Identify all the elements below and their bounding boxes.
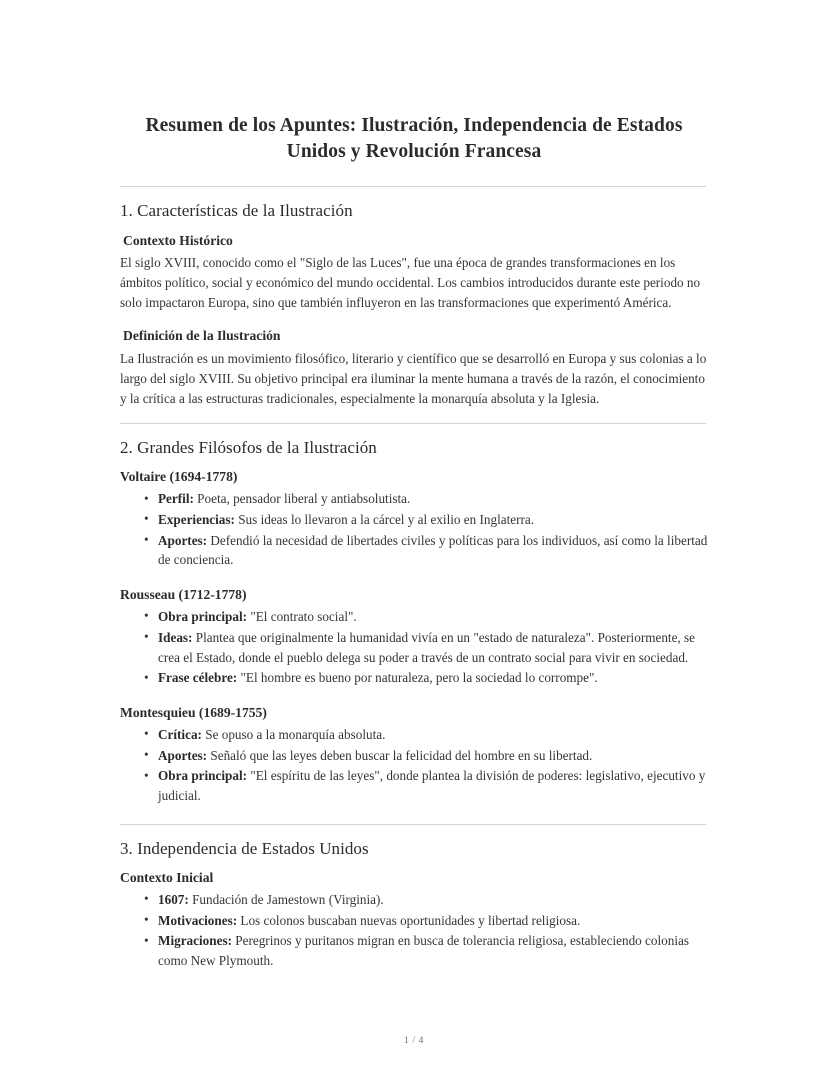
list-montesquieu [120,722,708,806]
page-footer: 1 / 4 [404,1036,424,1046]
list-item [158,489,708,509]
list-item-text: Plantea que originalmente la humanidad vivía en un "estado de naturaleza". Posteriormente, se crea el Estado, donde el pueblo delega su poder a través de un contrato social para vivir en sociedad. [158,629,696,665]
paragraph-definicion-ilustracion: La Ilustración es un movimiento filosófico, literario y científico que se desarrolló en Europa y sus colonias a lo largo del siglo XVIII. Su objetivo principal era iluminar la mente humana a través de la razón, el conocimiento y la crítica a las estructuras tradicionales, especialmente la monarquía absoluta y la Iglesia. [120,351,707,407]
list-item-text: Poeta, pensador liberal y antiabsolutista. [193,491,411,507]
list-item-label: Aportes: [158,532,208,548]
list-item-text: "El contrato social". [247,608,357,624]
list-item-text: Señaló que las leyes deben buscar la felicidad del hombre en su libertad. [207,747,593,763]
list-item-label: Aportes: [158,747,208,763]
list-voltaire [120,486,708,570]
list-item [158,890,708,910]
subheading-montesquieu: Montesquieu (1689-1755) [120,705,267,721]
list-item [158,628,708,668]
list-item-text: "El hombre es bueno por naturaleza, pero la sociedad lo corrompe". [237,670,598,686]
subheading-voltaire: Voltaire (1694-1778) [120,469,238,485]
paragraph-contexto-historico: El siglo XVIII, conocido como el "Siglo de las Luces", fue una época de grandes transformaciones en los ámbitos político, social y económico del mundo occidental. Los cambios introducidos durante este periodo no solo impactaron Europa, sino que también influyeron en las transformaciones que experimentó América. [120,255,701,311]
list-item [158,510,708,530]
list-item [158,746,708,766]
section-heading-3: 3. Independencia de Estados Unidos [120,838,369,858]
subheading-contexto-historico: Contexto Histórico [123,232,233,248]
list-item-text: Se opuso a la monarquía absoluta. [201,726,386,742]
list-item-label: Migraciones: [158,933,232,949]
list-item [158,766,708,806]
list-item-text: Defendió la necesidad de libertades civiles y políticas para los individuos, así como la libertad de conciencia. [158,532,708,568]
list-item-text: Los colonos buscaban nuevas oportunidades y libertad religiosa. [237,912,581,928]
subheading-rousseau: Rousseau (1712-1778) [120,587,247,603]
list-item-label: Perfil: [158,491,194,507]
list-item [158,531,708,571]
subheading-contexto-inicial: Contexto Inicial [120,870,214,886]
list-item-label: 1607: [158,891,189,907]
list-item-text: Peregrinos y puritanos migran en busca de tolerancia religiosa, estableciendo colonias como New Plymouth. [158,933,690,969]
list-rousseau [120,604,708,688]
subheading-definicion-ilustracion: Definición de la Ilustración [123,328,281,344]
list-item-text: Sus ideas lo llevaron a la cárcel y al exilio en Inglaterra. [234,511,535,527]
list-item-text: Fundación de Jamestown (Virginia). [188,891,384,907]
section-heading-1: 1. Características de la Ilustración [120,201,353,221]
list-item-label: Obra principal: [158,768,248,784]
list-item [158,668,708,688]
section-heading-2: 2. Grandes Filósofos de la Ilustración [120,438,377,458]
list-item-label: Experiencias: [158,511,235,527]
list-item-label: Motivaciones: [158,912,238,928]
list-item-label: Frase célebre: [158,670,238,686]
list-item-text: "El espíritu de las leyes", donde plantea la división de poderes: legislativo, ejecutivo y judicial. [158,768,706,804]
list-item-label: Ideas: [158,629,193,645]
list-item [158,911,708,931]
list-item-label: Obra principal: [158,608,248,624]
page-title: Resumen de los Apuntes: Ilustración, Independencia de Estados Unidos y Revolución Francesa [145,115,683,162]
list-item [158,931,708,971]
list-contexto-inicial [120,887,708,971]
list-item [158,607,708,627]
list-item-label: Crítica: [158,726,202,742]
list-item [158,725,708,745]
